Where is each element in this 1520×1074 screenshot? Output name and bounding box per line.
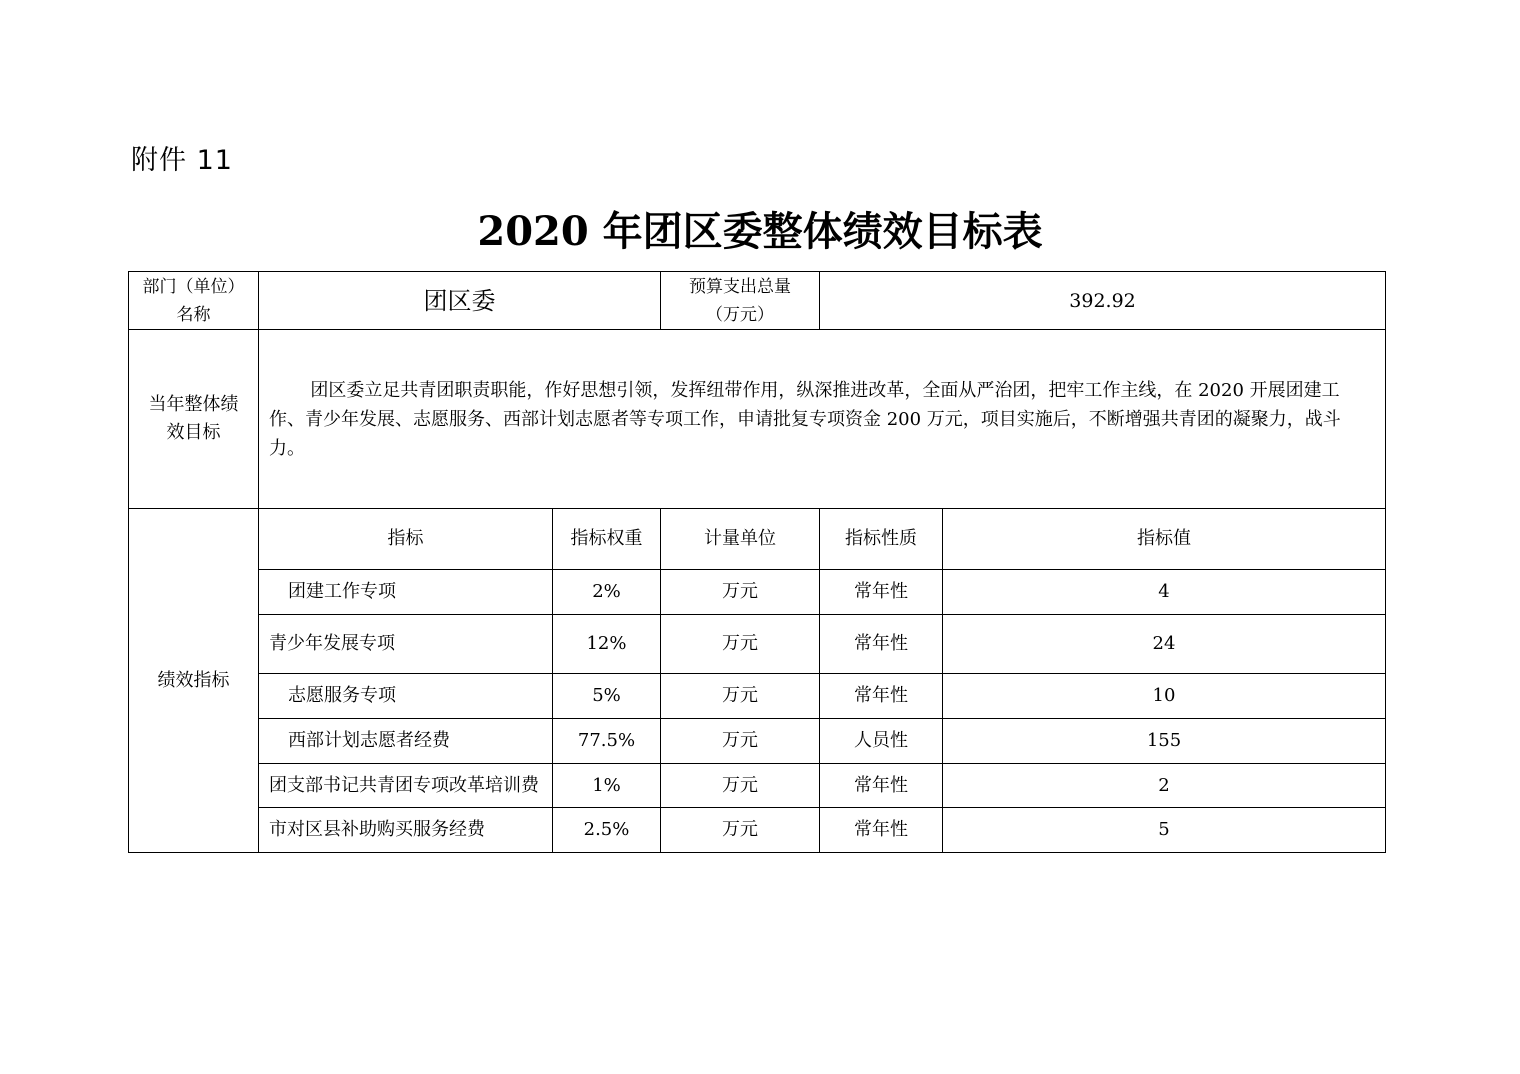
indicator-weight: 12% [553, 615, 661, 674]
indicator-weight: 2% [553, 570, 661, 615]
indicator-unit: 万元 [661, 570, 820, 615]
table-row [129, 808, 1386, 853]
col-header-value: 指标值 [943, 509, 1386, 570]
indicator-unit: 万元 [661, 719, 820, 764]
page-title: 2020 年团区委整体绩效目标表 [477, 208, 1043, 255]
budget-value: 392.92 [820, 272, 1386, 330]
indicator-nature: 常年性 [820, 808, 943, 853]
goal-text-cell [259, 330, 1386, 509]
indicator-nature: 人员性 [820, 719, 943, 764]
indicator-unit: 万元 [661, 674, 820, 719]
table-row [129, 764, 1386, 808]
attachment-label: 附件 11 [131, 145, 233, 176]
col-header-unit: 计量单位 [661, 509, 820, 570]
indicator-name: 团建工作专项 [259, 570, 553, 615]
performance-table [128, 271, 1386, 853]
indicator-unit: 万元 [661, 764, 820, 808]
indicator-value: 155 [943, 719, 1386, 764]
indicator-value: 24 [943, 615, 1386, 674]
indicator-nature: 常年性 [820, 570, 943, 615]
goal-label: 当年整体绩效目标 [129, 330, 259, 509]
table-row [129, 570, 1386, 615]
indicator-nature: 常年性 [820, 674, 943, 719]
indicator-name: 团支部书记共青团专项改革培训费 [259, 764, 553, 808]
table-row [129, 674, 1386, 719]
dept-name: 团区委 [259, 272, 661, 330]
indicator-value: 5 [943, 808, 1386, 853]
col-header-indicator: 指标 [259, 509, 553, 570]
table-row [129, 719, 1386, 764]
indicator-nature: 常年性 [820, 615, 943, 674]
indicators-label: 绩效指标 [129, 509, 259, 853]
indicator-nature: 常年性 [820, 764, 943, 808]
indicator-name: 市对区县补助购买服务经费 [259, 808, 553, 853]
indicator-weight: 77.5% [553, 719, 661, 764]
col-header-nature: 指标性质 [820, 509, 943, 570]
table-row [129, 615, 1386, 674]
indicator-name: 西部计划志愿者经费 [259, 719, 553, 764]
indicator-weight: 2.5% [553, 808, 661, 853]
goal-text: 团区委立足共青团职责职能，作好思想引领，发挥纽带作用，纵深推进改革，全面从严治团，把牢工作主线，在 2020 开展团建工作、青少年发展、志愿服务、西部计划志愿者等专项工作，申请批复专项资金 200 万元，项目实施后，不断增强共青团的凝聚力，战斗力。 [269, 379, 1341, 459]
indicator-value: 2 [943, 764, 1386, 808]
indicator-weight: 5% [553, 674, 661, 719]
col-header-weight: 指标权重 [553, 509, 661, 570]
indicator-value: 4 [943, 570, 1386, 615]
dept-label: 部门（单位）名称 [129, 272, 259, 330]
indicator-value: 10 [943, 674, 1386, 719]
indicator-name: 青少年发展专项 [259, 615, 553, 674]
budget-label: 预算支出总量（万元） [661, 272, 820, 330]
indicator-unit: 万元 [661, 615, 820, 674]
indicator-weight: 1% [553, 764, 661, 808]
indicator-unit: 万元 [661, 808, 820, 853]
indicator-name: 志愿服务专项 [259, 674, 553, 719]
